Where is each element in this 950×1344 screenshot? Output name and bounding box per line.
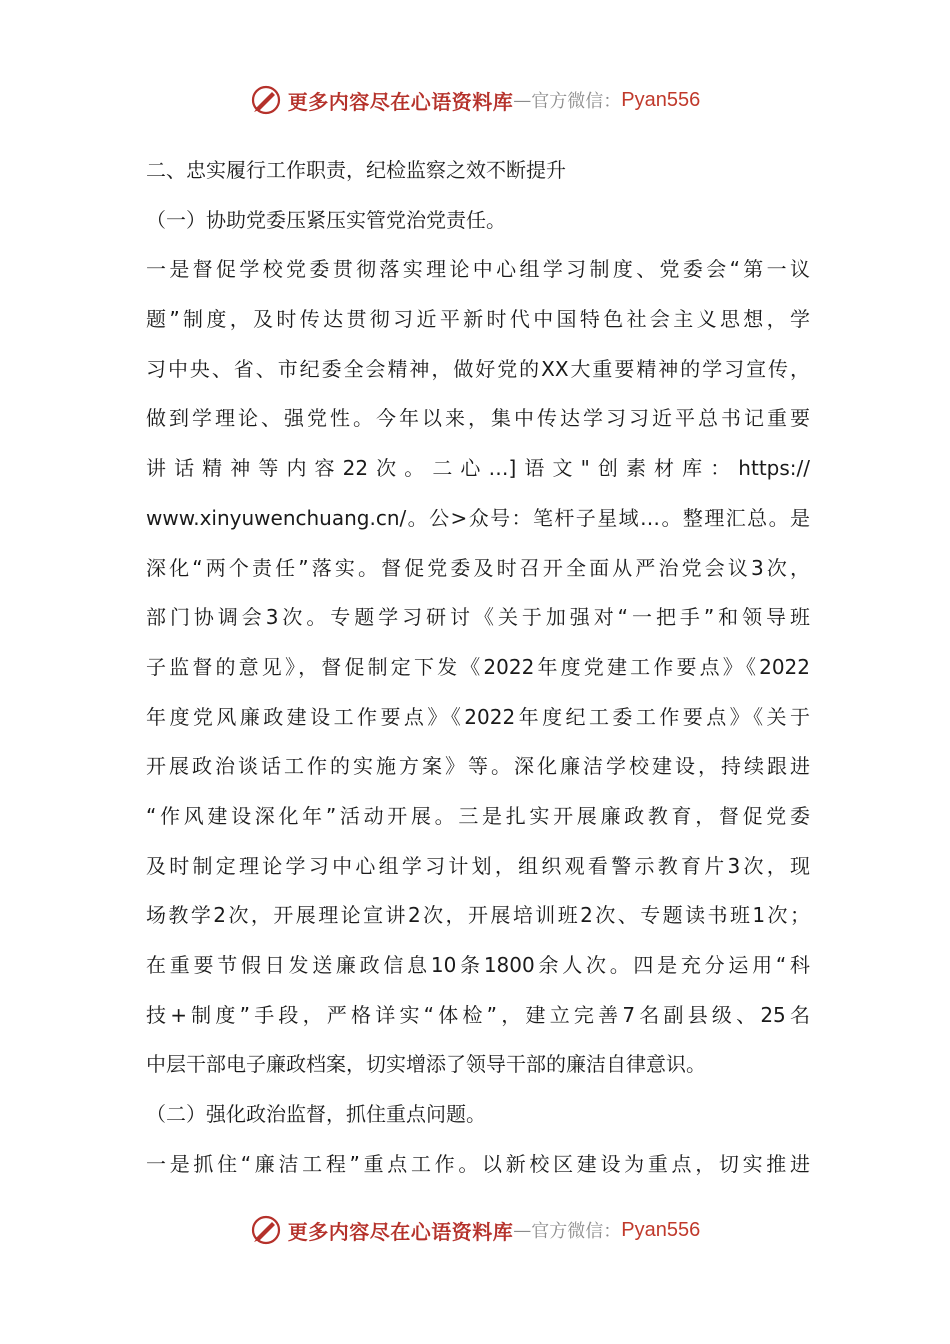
text-line: 做到学理论、强党性。今年以来，集中传达学习习近平总书记重要 xyxy=(146,406,810,431)
text-line: 场教学2次，开展理论宣讲2次，开展培训班2次、专题读书班1次； xyxy=(146,903,810,928)
contact-label: 官方微信： xyxy=(531,1221,622,1242)
contact-label: 官方微信： xyxy=(531,91,622,112)
text-line: 一是抓住“廉洁工程”重点工作。以新校区建设为重点，切实推进 xyxy=(146,1151,810,1176)
text-line: 年度党风廉政建设工作要点》《2022年度纪工委工作要点》《关于 xyxy=(146,704,810,729)
dash: — xyxy=(513,89,532,111)
text-line: 子监督的意见》，督促制定下发《2022年度党建工作要点》《2022 xyxy=(146,654,810,679)
text-line: 中层干部电子廉政档案，切实增添了领导干部的廉洁自律意识。 xyxy=(146,1052,706,1077)
footer-watermark xyxy=(0,1210,950,1250)
site-name: 更多内容尽在心语资料库 xyxy=(287,1219,514,1244)
pen-logo-icon xyxy=(250,1214,282,1246)
subsection-heading: （一）协助党委压紧压实管党治党责任。 xyxy=(146,207,506,232)
text-line: 一是督促学校党委贯彻落实理论中心组学习制度、党委会“第一议 xyxy=(146,257,810,282)
text-line: 在重要节假日发送廉政信息10条1800余人次。四是充分运用“科 xyxy=(146,953,810,977)
text-line: “作风建设深化年”活动开展。三是扎实开展廉政教育，督促党委 xyxy=(146,803,810,828)
text-line: 讲话精神等内容22次。二心…]语文"创素材库：https:// xyxy=(146,456,810,481)
dash: — xyxy=(513,1219,532,1241)
text-line: 技+制度”手段，严格详实“体检”，建立完善7名副县级、25名 xyxy=(146,1002,810,1027)
contact-id: Pyan556 xyxy=(621,88,701,111)
text-line: 开展政治谈话工作的实施方案》等。深化廉洁学校建设，持续跟进 xyxy=(146,754,810,779)
text-line: www.xinyuwenchuang.cn/。公>众号：笔杆子星域…。整理汇总。是 xyxy=(146,505,810,530)
section-heading: 二、忠实履行工作职责，纪检监察之效不断提升 xyxy=(146,158,566,182)
text-line: 深化“两个责任”落实。督促党委及时召开全面从严治党会议3次， xyxy=(146,555,810,580)
text-line: 习中央、省、市纪委全会精神，做好党的XX大重要精神的学习宣传， xyxy=(146,356,810,381)
text-line: 及时制定理论学习中心组学习计划，组织观看警示教育片3次，现 xyxy=(146,853,810,878)
text-line: 题”制度，及时传达贯彻习近平新时代中国特色社会主义思想，学 xyxy=(146,307,810,332)
pen-logo-icon xyxy=(250,84,282,116)
document-body xyxy=(146,146,810,1189)
contact-id: Pyan556 xyxy=(621,1218,701,1241)
subsection-heading: （二）强化政治监督，抓住重点问题。 xyxy=(146,1102,486,1127)
header-watermark xyxy=(0,80,950,120)
site-name: 更多内容尽在心语资料库 xyxy=(287,89,514,114)
text-line: 部门协调会3次。专题学习研讨《关于加强对“一把手”和领导班 xyxy=(146,605,810,630)
